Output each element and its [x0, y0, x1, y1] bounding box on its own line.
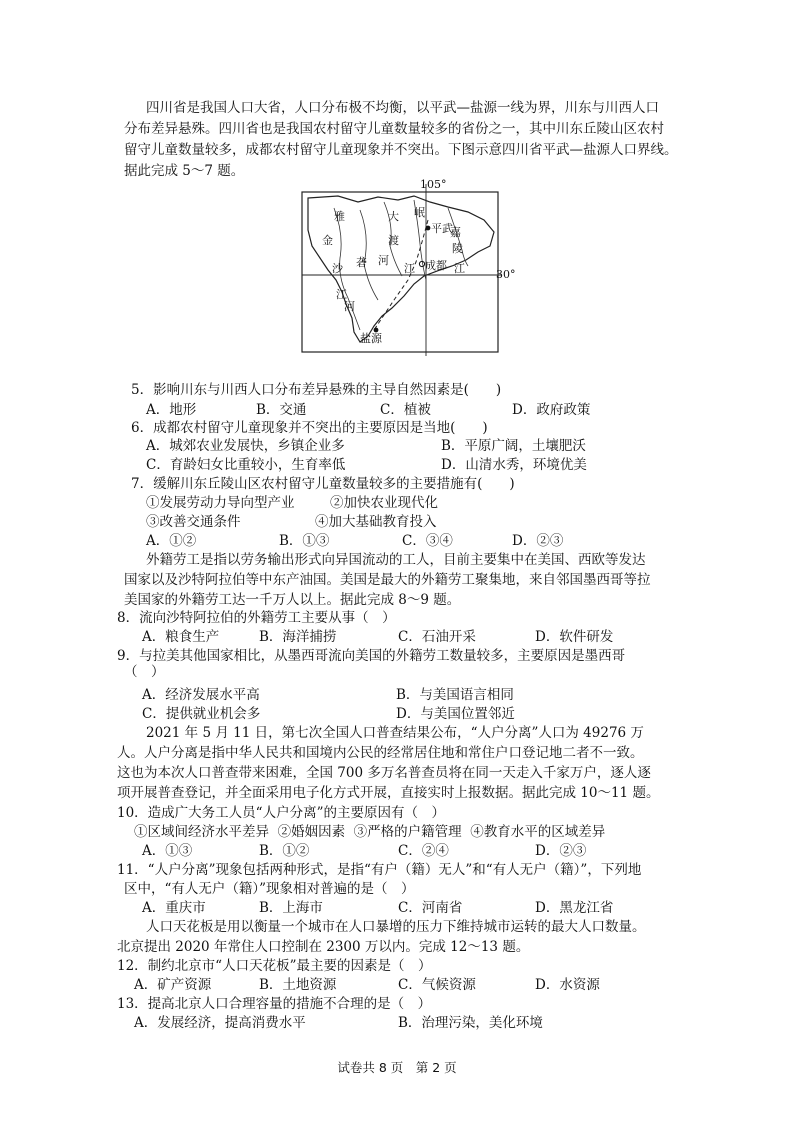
city-chengdu: 成都	[425, 259, 447, 272]
intro3-line4: 项开展普查登记，并全面采用电子化方式开展，直接实时上报数据。据此完成 10～11 题。	[117, 785, 660, 801]
q11-b[interactable]: B．上海市	[259, 900, 323, 916]
intro2-line2: 国家以及沙特阿拉伯等中东产油国。美国是最大的外籍劳工聚集地，来自邻国墨西哥等拉	[124, 572, 651, 588]
q9-b[interactable]: B．与美国语言相同	[396, 687, 514, 703]
river-char: 陵	[452, 242, 463, 255]
intro1-line4: 据此完成 5～7 题。	[124, 163, 245, 179]
latitude-label: 30°	[496, 268, 516, 281]
river-char: 河	[378, 254, 389, 267]
q10-stem: 10．造成广大务工人员“人户分离”的主要原因有（ ）	[117, 805, 445, 821]
river-char: 江	[454, 262, 465, 275]
river-char: 嘉	[450, 226, 461, 239]
q9-c[interactable]: C．提供就业机会多	[142, 706, 261, 722]
q9-stem2: （ ）	[124, 664, 165, 680]
q7-stem: 7．缓解川东丘陵山区农村留守儿童数量较多的主要措施有( )	[131, 476, 515, 492]
q8-d[interactable]: D．软件研发	[535, 629, 614, 645]
q7-c[interactable]: C．③④	[402, 533, 453, 549]
sichuan-population-map	[298, 178, 516, 360]
q13-b[interactable]: B．治理污染，美化环境	[398, 1015, 543, 1031]
river-char: 砻	[356, 256, 367, 269]
q11-d[interactable]: D．黑龙江省	[535, 900, 614, 916]
q6-stem: 6．成都农村留守儿童现象并不突出的主要原因是当地( )	[131, 420, 488, 436]
q9-a[interactable]: A．经济发展水平高	[142, 687, 260, 703]
intro4-line2: 北京提出 2020 年常住人口控制在 2300 万以内。完成 12～13 题。	[117, 939, 530, 955]
q11-stem2: 区中，“有人无户（籍）”现象相对普遍的是（ ）	[124, 881, 415, 897]
intro1-line3: 留守儿童数量较多，成都农村留守儿童现象并不突出。下图示意四川省平武—盐源人口界线。	[124, 142, 678, 158]
q10-c[interactable]: C．②④	[398, 843, 449, 859]
intro1-line1: 四川省是我国人口大省，人口分布极不均衡，以平武—盐源一线为界，川东与川西人口	[146, 100, 659, 116]
q12-stem: 12．制约北京市“人口天花板”最主要的因素是（ ）	[117, 958, 432, 974]
river-char: 雅	[334, 210, 345, 223]
river-char: 渡	[388, 234, 399, 247]
yalong-river	[360, 210, 378, 300]
longitude-label: 105°	[420, 178, 447, 191]
q6-c[interactable]: C．育龄妇女比重较小，生育率低	[146, 457, 346, 473]
q8-b[interactable]: B．海洋捕捞	[259, 629, 337, 645]
q8-a[interactable]: A．粮食生产	[142, 629, 220, 645]
q12-b[interactable]: B．土地资源	[259, 977, 337, 993]
q9-d[interactable]: D．与美国位置邻近	[396, 706, 515, 722]
q8-stem: 8．流向沙特阿拉伯的外籍劳工主要从事（ ）	[117, 610, 396, 626]
q7-o1: ①发展劳动力导向型产业	[146, 495, 295, 511]
q5-b[interactable]: B．交通	[256, 402, 307, 418]
q5-stem: 5．影响川东与川西人口分布差异悬殊的主导自然因素是( )	[131, 382, 502, 398]
q11-stem: 11．“人户分离”现象包括两种形式，是指“有户（籍）无人”和“有人无户（籍）”，下列地	[117, 862, 642, 878]
river-char: 江	[404, 262, 415, 275]
river-char: 江	[336, 288, 347, 301]
q7-o2: ②加快农业现代化	[330, 495, 438, 511]
river-char: 金	[322, 234, 333, 247]
q7-o4: ④加大基础教育投入	[315, 514, 437, 530]
q7-a[interactable]: A．①②	[146, 533, 197, 549]
intro2-line1: 外籍劳工是指以劳务输出形式向异国流动的工人，目前主要集中在美国、西欧等发达	[146, 552, 646, 568]
q10-b[interactable]: B．①②	[259, 843, 310, 859]
intro3-line1: 2021 年 5 月 11 日，第七次全国人口普查结果公布，“人户分离”人口为 49276 万	[146, 725, 644, 741]
river-char: 沙	[332, 262, 343, 275]
q6-d[interactable]: D．山清水秀，环境优美	[441, 457, 587, 473]
river-char: 大	[388, 210, 399, 223]
intro3-line3: 这也为本次人口普查带来困难，全国 700 多万名普查员将在同一天走入千家万户，逐人逐	[117, 765, 651, 781]
q7-o3: ③改善交通条件	[146, 514, 241, 530]
river-char: 河	[344, 300, 355, 313]
q13-a[interactable]: A．发展经济，提高消费水平	[134, 1015, 306, 1031]
q12-d[interactable]: D．水资源	[535, 977, 600, 993]
pingwu-dot	[426, 226, 431, 231]
river-char: 岷	[414, 206, 425, 219]
q13-stem: 13．提高北京人口合理容量的措施不合理的是（ ）	[117, 996, 432, 1012]
city-yanyuan: 盐源	[360, 332, 382, 345]
intro4-line1: 人口天花板是用以衡量一个城市在人口暴增的压力下维持城市运转的最大人口数量。	[146, 919, 646, 935]
q5-d[interactable]: D．政府政策	[512, 402, 591, 418]
intro3-line2: 人。人户分离是指中华人民共和国境内公民的经常居住地和常住户口登记地二者不一致。	[117, 745, 644, 761]
intro1-line2: 分布差异悬殊。四川省也是我国农村留守儿童数量较多的省份之一，其中川东丘陵山区农村	[124, 121, 664, 137]
q6-a[interactable]: A．城郊农业发展快，乡镇企业多	[146, 438, 345, 454]
q9-stem: 9．与拉美其他国家相比，从墨西哥流向美国的外籍劳工数量较多，主要原因是墨西哥	[117, 648, 626, 664]
q5-a[interactable]: A．地形	[146, 402, 197, 418]
q10-d[interactable]: D．②③	[535, 843, 587, 859]
q10-opts: ①区域间经济水平差异 ②婚姻因素 ③严格的户籍管理 ④教育水平的区域差异	[134, 824, 606, 840]
q12-a[interactable]: A．矿产资源	[134, 977, 212, 993]
city-pingwu: 平武	[431, 222, 453, 235]
q5-c[interactable]: C．植被	[380, 402, 431, 418]
q12-c[interactable]: C．气候资源	[398, 977, 476, 993]
q11-c[interactable]: C．河南省	[398, 900, 463, 916]
q7-d[interactable]: D．②③	[512, 533, 564, 549]
q6-b[interactable]: B．平原广阔，土壤肥沃	[441, 438, 586, 454]
intro2-line3: 美国家的外籍劳工达一千万人以上。据此完成 8～9 题。	[124, 592, 461, 608]
page-footer: 试卷共 8 页 第 2 页	[337, 1060, 457, 1075]
q8-c[interactable]: C．石油开采	[398, 629, 476, 645]
q10-a[interactable]: A．①③	[142, 843, 193, 859]
q7-b[interactable]: B．①③	[279, 533, 330, 549]
q11-a[interactable]: A．重庆市	[142, 900, 206, 916]
